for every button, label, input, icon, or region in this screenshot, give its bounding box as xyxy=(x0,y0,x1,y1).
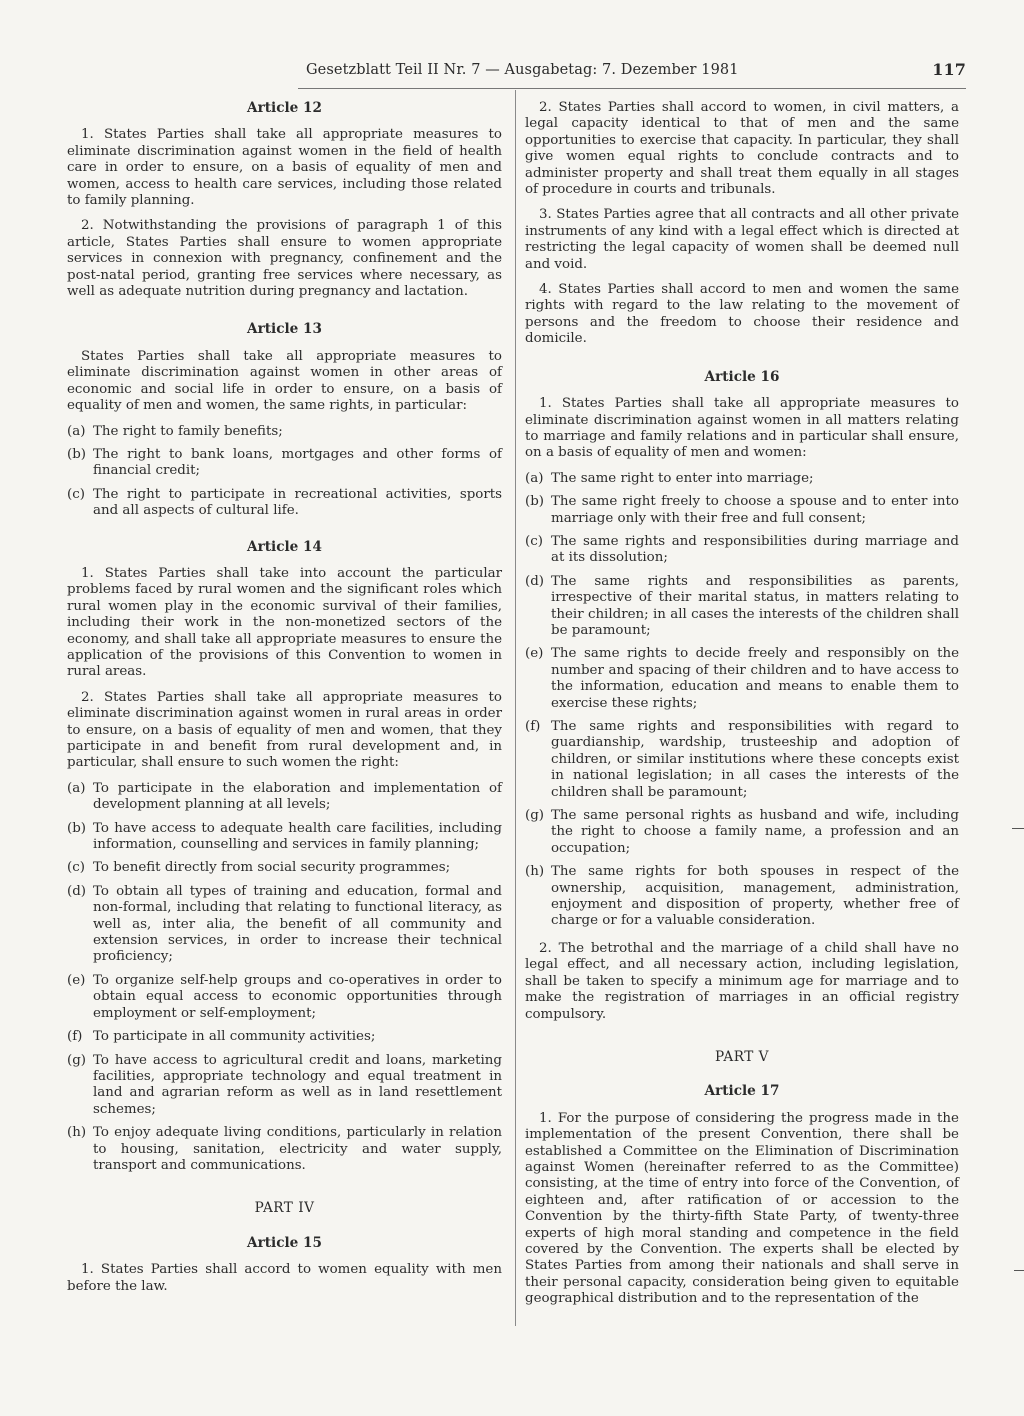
article-15-paragraph-1: 1. States Parties shall accord to women equality with men before the law. xyxy=(67,1262,502,1294)
article-16-item-c xyxy=(525,534,959,567)
article-13-item-c xyxy=(67,487,502,520)
article-12-paragraph-1: 1. States Parties shall take all appropriate measures to eliminate discrimination against women in the field of health care in order to ensure, on a basis of equality of men and women, access to health care services, including those related to family planning. xyxy=(67,127,502,209)
article-15-paragraph-4: 4. States Parties shall accord to men and women the same rights with regard to the law relating to the movement of persons and the freedom to choose their residence and domicile. xyxy=(525,282,959,347)
item-label: (f) xyxy=(67,1029,83,1045)
item-label: (f) xyxy=(525,719,541,734)
item-text: The same rights and responsibilities during marriage and at its dissolution; xyxy=(551,533,959,566)
article-14-item-d xyxy=(67,884,502,966)
item-label: (h) xyxy=(525,864,545,880)
header-title: Gesetzblatt Teil II Nr. 7 — Ausgabetag: 7. Dezember 1981 xyxy=(306,62,739,78)
article-14-title: Article 14 xyxy=(247,538,322,555)
item-label: (b) xyxy=(67,820,87,836)
article-14-item-b xyxy=(67,821,502,854)
article-14-item-a xyxy=(67,781,502,814)
article-14-item-g xyxy=(67,1053,502,1119)
article-12-paragraph-2: 2. Notwithstanding the provisions of paragraph 1 of this article, States Parties shall ensure to women appropriate services in connexion with pregnancy, confinement and the post-natal period, granting free services where necessary, as well as adequate nutrition during pregnancy and lactation. xyxy=(67,218,502,300)
article-16-title: Article 16 xyxy=(704,368,780,385)
article-16-item-f xyxy=(525,719,959,801)
running-header xyxy=(300,62,966,86)
article-15-paragraph-2: 2. States Parties shall accord to women, in civil matters, a legal capacity identical to that of men and the same opportunities to exercise that capacity. In particular, they shall give women equal rights to conclude contracts and to administer property and shall treat them equally in all stages of procedure in courts and tribunals. xyxy=(525,100,959,198)
scan-mark xyxy=(1012,828,1024,829)
item-text: To benefit directly from social security programmes; xyxy=(93,860,451,876)
item-label: (c) xyxy=(67,486,85,502)
article-16-item-e xyxy=(525,646,959,712)
article-17-paragraph-1: 1. For the purpose of considering the progress made in the implementation of the present Convention, there shall be established a Committee on the Elimination of Discrimination against Women (hereinafter referred to as the Committee) consisting, at the time of entry into force of the Convention, of eighteen and, after ratification of or accession to the Convention by the thirty-fifth State Party, of twenty-three experts of high moral standing and competence in the field covered by the Convention. The experts shall be elected by States Parties from among their nationals and shall serve in their personal capacity, consideration being given to equitable geographical distribution and to the representation of the xyxy=(525,1110,959,1307)
item-text: The same rights for both spouses in respect of the ownership, acquisition, management, administration, enjoyment and disposition of property, whether free of charge or for a valuable consideration. xyxy=(551,864,959,929)
item-text: To have access to adequate health care facilities, including information, counselling and services in family planning; xyxy=(93,820,502,853)
item-label: (c) xyxy=(525,533,543,549)
article-13-item-b xyxy=(67,447,502,480)
item-text: The right to family benefits; xyxy=(93,423,283,439)
item-label: (d) xyxy=(525,573,545,589)
article-14-item-e xyxy=(67,973,502,1022)
item-label: (a) xyxy=(67,780,86,796)
item-text: The right to participate in recreational activities, sports and all aspects of cultural life. xyxy=(93,486,502,519)
item-label: (a) xyxy=(67,423,86,439)
article-16-paragraph-2: 2. The betrothal and the marriage of a child shall have no legal effect, and all necessary action, including legislation, shall be taken to specify a minimum age for marriage and to make the registration of marriages in an official registry compulsory. xyxy=(525,940,959,1022)
item-label: (d) xyxy=(67,883,87,899)
article-16-item-g xyxy=(525,808,959,857)
article-15-paragraph-3: 3. States Parties agree that all contracts and all other private instruments of any kind with a legal effect which is directed at restricting the legal capacity of women shall be deemed null and void. xyxy=(525,207,959,272)
item-text: To have access to agricultural credit and loans, marketing facilities, appropriate technology and equal treatment in land and agrarian reform as well as in land resettlement schemes; xyxy=(93,1052,502,1117)
item-label: (g) xyxy=(525,808,545,824)
article-14-item-f xyxy=(67,1029,502,1045)
article-12-title: Article 12 xyxy=(247,100,322,116)
left-column xyxy=(67,100,502,1304)
item-label: (e) xyxy=(67,972,86,988)
article-16-item-b xyxy=(525,494,959,527)
item-text: The right to bank loans, mortgages and other forms of financial credit; xyxy=(93,446,502,479)
item-label: (c) xyxy=(67,860,85,876)
item-text: The same rights and responsibilities as parents, irrespective of their marital status, in matters relating to their children; in all cases the interests of the children shall be paramount; xyxy=(551,573,959,638)
page-number: 117 xyxy=(932,60,966,79)
item-text: To obtain all types of training and education, formal and non-formal, including that relating to functional literacy, as well as, inter alia, the benefit of all community and extension services, in order to increase their technical proficiency; xyxy=(93,883,502,965)
article-13-title: Article 13 xyxy=(247,321,322,338)
item-text: The same rights to decide freely and responsibly on the number and spacing of their children and to have access to the information, education and means to enable them to exercise these rights; xyxy=(551,646,959,711)
item-text: The same personal rights as husband and wife, including the right to choose a family name, a profession and an occupation; xyxy=(551,808,959,856)
article-14-item-c xyxy=(67,860,502,876)
article-13-item-a xyxy=(67,424,502,440)
item-text: The same rights and responsibilities with regard to guardianship, wardship, trusteeship and adoption of children, or similar institutions where these concepts exist in national legislation; in all cases the interests of the children shall be paramount; xyxy=(551,719,959,800)
article-15-title: Article 15 xyxy=(247,1234,322,1251)
article-14-paragraph-1: 1. States Parties shall take into account the particular problems faced by rural women and the significant roles which rural women play in the economic survival of their families, including their work in the non-monetized sectors of the economy, and shall take all appropriate measures to ensure the application of the provisions of this Convention to women in rural areas. xyxy=(67,565,502,680)
part-4-title: PART IV xyxy=(254,1200,315,1217)
right-column xyxy=(525,100,959,1317)
article-13-paragraph: States Parties shall take all appropriate measures to eliminate discrimination against women in other areas of economic and social life in order to ensure, on a basis of equality of men and women, the same rights, in particular: xyxy=(67,348,502,414)
article-16-item-h xyxy=(525,864,959,930)
item-text: To participate in all community activities; xyxy=(93,1029,376,1045)
item-label: (g) xyxy=(67,1052,87,1068)
item-text: To enjoy adequate living conditions, particularly in relation to housing, sanitation, electricity and water supply, transport and communications. xyxy=(93,1125,502,1173)
header-rule xyxy=(298,88,966,89)
column-divider xyxy=(515,90,516,1326)
item-text: The same right freely to choose a spouse and to enter into marriage only with their free and full consent; xyxy=(551,494,959,526)
article-17-title: Article 17 xyxy=(704,1083,780,1100)
item-label: (a) xyxy=(525,470,544,486)
article-14-item-h xyxy=(67,1125,502,1174)
item-label: (e) xyxy=(525,646,544,662)
item-label: (b) xyxy=(67,446,87,462)
item-text: The same right to enter into marriage; xyxy=(551,470,814,486)
article-16-item-d xyxy=(525,574,959,640)
part-5-title: PART V xyxy=(715,1048,769,1065)
item-text: To participate in the elaboration and implementation of development planning at all levels; xyxy=(93,780,502,813)
item-label: (h) xyxy=(67,1125,87,1141)
article-16-item-a xyxy=(525,471,959,487)
article-16-paragraph-1: 1. States Parties shall take all appropriate measures to eliminate discrimination against women in all matters relating to marriage and family relations and in particular shall ensure, on a basis of equality of men and women: xyxy=(525,396,959,461)
scan-mark xyxy=(1014,1270,1024,1271)
item-label: (b) xyxy=(525,494,545,510)
item-text: To organize self-help groups and co-operatives in order to obtain equal access to economic opportunities through employment or self-employment; xyxy=(93,972,502,1021)
article-14-paragraph-2: 2. States Parties shall take all appropriate measures to eliminate discrimination against women in rural areas in order to ensure, on a basis of equality of men and women, that they participate in and benefit from rural development and, in particular, shall ensure to such women the right: xyxy=(67,689,502,771)
